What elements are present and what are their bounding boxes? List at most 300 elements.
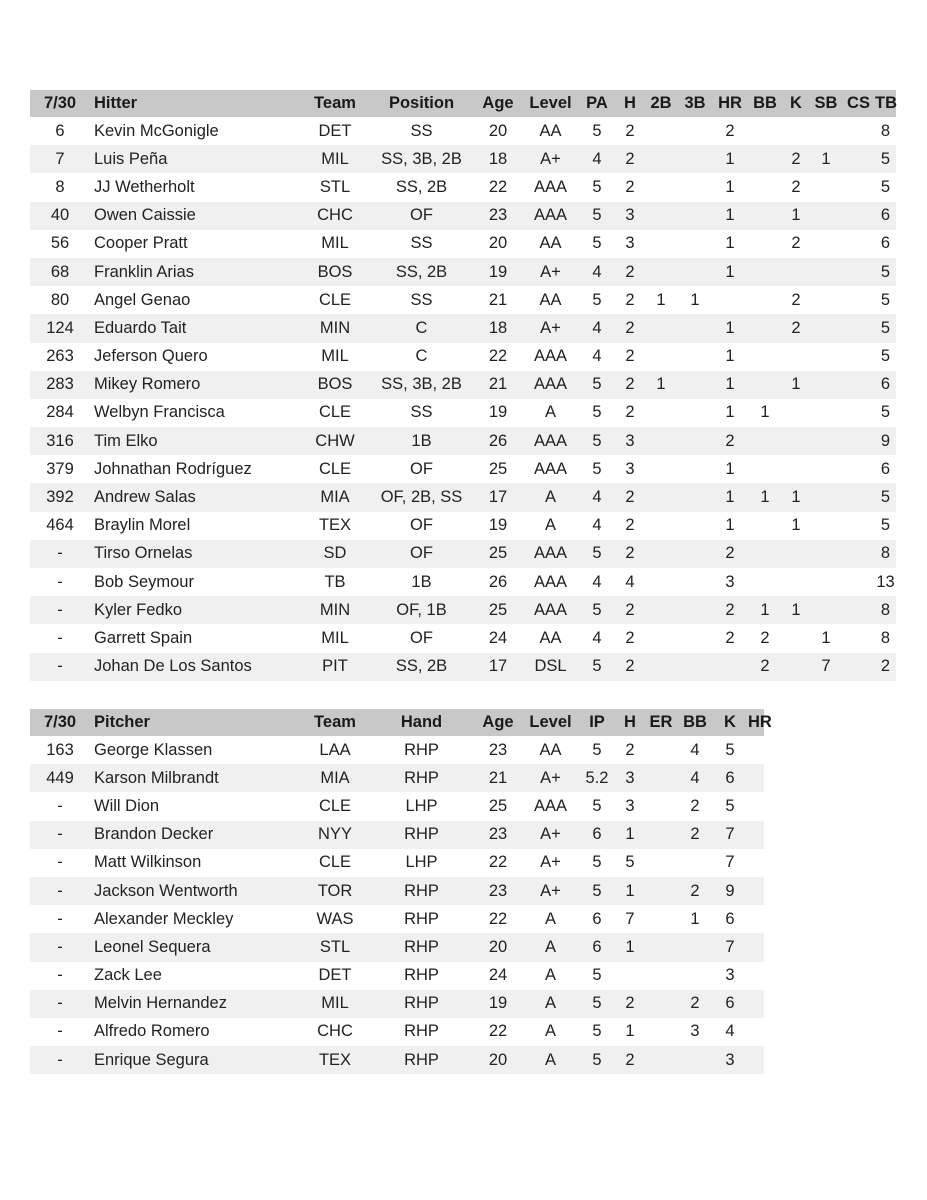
stat-cell (644, 145, 678, 173)
rank-cell: 379 (46, 459, 74, 478)
stat-cell: 1 (782, 483, 810, 511)
stat-cell: 1 (760, 403, 770, 422)
header-row (30, 90, 896, 117)
stat-cell: 5 (875, 258, 896, 286)
stat-cell (678, 314, 712, 342)
stat-cell: 6 (712, 990, 748, 1018)
stat-cell (678, 653, 712, 681)
stat-cell (748, 343, 782, 371)
table-row (30, 483, 896, 511)
rank-cell: 316 (30, 427, 90, 455)
rank-cell: 80 (50, 290, 70, 309)
stat-cell: 20 (488, 234, 508, 253)
table-row (30, 1018, 764, 1046)
stat-cell: WAS (316, 909, 354, 928)
stat-cell (842, 399, 875, 427)
stat-cell (748, 764, 764, 792)
stat-cell (748, 1046, 764, 1074)
column-header: HR (712, 90, 748, 117)
stat-cell (782, 540, 810, 568)
rank-cell: - (30, 990, 90, 1018)
stat-cell: 3 (616, 764, 644, 792)
stat-cell (748, 990, 764, 1018)
stat-cell: AA (539, 628, 562, 647)
stat-cell: 4 (578, 314, 616, 342)
stat-cell: 8 (875, 540, 896, 568)
stat-cell: AAA (523, 596, 578, 624)
stat-cell (678, 1046, 712, 1074)
stat-cell: 4 (625, 572, 635, 591)
table-row (30, 314, 896, 342)
stat-cell: 2 (625, 740, 635, 759)
stat-cell: 6 (592, 909, 602, 928)
player-name-cell: Kyler Fedko (90, 596, 300, 624)
stat-cell (810, 483, 842, 511)
column-header: Position (370, 90, 473, 117)
column-header: BB (678, 709, 712, 736)
column-header: 3B (678, 90, 712, 117)
player-name-cell: Owen Caissie (90, 202, 300, 230)
stat-cell: 5 (880, 347, 891, 366)
player-name-cell: Garrett Spain (94, 628, 193, 647)
stat-cell: 5 (592, 853, 602, 872)
stat-cell: LAA (319, 740, 351, 759)
stat-cell (678, 849, 712, 877)
table-row (30, 877, 764, 905)
table-row (30, 173, 896, 201)
stat-cell: 4 (578, 145, 616, 173)
column-header: PA (578, 90, 616, 117)
stat-cell (810, 314, 842, 342)
rank-cell: 284 (46, 403, 74, 422)
stat-cell: STL (319, 177, 351, 196)
table-row (30, 792, 764, 820)
stat-cell: 1 (712, 483, 748, 511)
column-header: Age (473, 709, 523, 736)
stat-cell: 6 (875, 202, 896, 230)
stat-cell: 21 (488, 290, 508, 309)
stat-cell (748, 568, 782, 596)
stat-cell: 2 (625, 121, 635, 140)
stat-cell (748, 230, 782, 258)
stat-cell (782, 343, 810, 371)
stat-cell: LHP (405, 796, 438, 815)
player-name-cell: Will Dion (94, 796, 160, 815)
stat-cell (644, 343, 678, 371)
stat-cell: 1 (712, 202, 748, 230)
player-name-cell: Johnathan Rodríguez (94, 459, 252, 478)
hitter-stats-table (30, 90, 896, 681)
stat-cell: 2 (616, 145, 644, 173)
stat-cell: 8 (880, 121, 891, 140)
stat-cell (644, 624, 678, 652)
stat-cell: AA (539, 740, 562, 759)
stat-cell (842, 540, 875, 568)
stat-cell: 1 (782, 202, 810, 230)
rank-cell: - (30, 877, 90, 905)
player-name-cell: Karson Milbrandt (90, 764, 300, 792)
stat-cell: 2 (625, 628, 635, 647)
column-header: 7/30 (30, 90, 90, 117)
stat-cell (748, 877, 764, 905)
rank-cell: 283 (30, 371, 90, 399)
stat-cell: 5 (578, 371, 616, 399)
stat-cell (810, 173, 842, 201)
stat-cell: 2 (678, 990, 712, 1018)
stat-cell: CLE (318, 459, 352, 478)
table-row (30, 933, 764, 961)
stat-cell: 2 (616, 990, 644, 1018)
player-name-cell: Braylin Morel (94, 516, 191, 535)
stat-cell (644, 202, 678, 230)
stat-cell: 2 (625, 403, 635, 422)
column-header: Hitter (90, 90, 300, 117)
stat-cell: 1B (411, 572, 432, 591)
stat-cell: A (523, 990, 578, 1018)
stat-cell: STL (300, 933, 370, 961)
stat-cell: 19 (488, 403, 508, 422)
stat-cell (748, 258, 782, 286)
player-name-cell: Brandon Decker (90, 821, 300, 849)
stat-cell: 5 (625, 853, 635, 872)
stat-cell: RHP (404, 909, 439, 928)
player-name-cell: Alfredo Romero (94, 1022, 210, 1041)
stat-cell: AAA (533, 459, 568, 478)
stat-cell: 2 (616, 540, 644, 568)
stat-cell (842, 314, 875, 342)
stat-cell: 1 (616, 933, 644, 961)
rank-cell: - (57, 1022, 63, 1041)
stat-cell (842, 568, 875, 596)
stat-cell: 2 (616, 371, 644, 399)
stat-cell: 1 (725, 459, 735, 478)
stat-cell (842, 343, 875, 371)
stat-cell: SS (410, 121, 433, 140)
stat-cell (644, 821, 678, 849)
stat-cell: 3 (725, 966, 735, 985)
stat-cell: MIL (321, 347, 349, 366)
stat-cell: 5 (592, 1022, 602, 1041)
stat-cell: 8 (875, 596, 896, 624)
stat-cell: OF, 2B, SS (370, 483, 473, 511)
stat-cell (644, 258, 678, 286)
stat-cell: A (523, 1046, 578, 1074)
stat-cell: 1 (748, 596, 782, 624)
stat-cell (678, 173, 712, 201)
stat-cell (678, 145, 712, 173)
stat-cell (678, 483, 712, 511)
stat-cell (810, 230, 842, 258)
stat-cell: SS, 3B, 2B (370, 145, 473, 173)
stat-cell: OF (370, 202, 473, 230)
stat-cell (748, 314, 782, 342)
stat-cell (842, 202, 875, 230)
stat-cell: 24 (488, 628, 508, 647)
stat-cell (748, 540, 782, 568)
column-header: Team (300, 709, 370, 736)
rank-cell: - (57, 853, 63, 872)
stat-cell: AAA (523, 202, 578, 230)
stat-cell: RHP (370, 821, 473, 849)
stat-cell: DSL (523, 653, 578, 681)
stat-cell: 5 (578, 877, 616, 905)
player-name-cell: Franklin Arias (90, 258, 300, 286)
rank-cell: - (57, 796, 63, 815)
stat-cell (782, 653, 810, 681)
stat-cell (678, 455, 712, 483)
table-row (30, 230, 896, 258)
stat-cell (748, 371, 782, 399)
player-name-cell: Tim Elko (90, 427, 300, 455)
table-row (30, 624, 896, 652)
stat-cell: 5 (880, 290, 891, 309)
stat-cell: LHP (405, 853, 438, 872)
player-name-cell: Leonel Sequera (90, 933, 300, 961)
stat-cell (644, 990, 678, 1018)
column-header: H (616, 709, 644, 736)
stat-cell: 1 (690, 909, 700, 928)
stat-cell (644, 568, 678, 596)
stat-cell: 2 (625, 290, 635, 309)
stat-cell (748, 849, 764, 877)
player-name-cell: Welbyn Francisca (94, 403, 225, 422)
stat-cell (678, 343, 712, 371)
stat-cell (644, 764, 678, 792)
rank-cell: - (30, 933, 90, 961)
stat-cell: SS, 2B (395, 177, 448, 196)
stat-cell: 2 (712, 596, 748, 624)
stat-cell: 3 (616, 202, 644, 230)
stat-cell (644, 933, 678, 961)
stat-cell (644, 849, 678, 877)
table-row (30, 764, 764, 792)
stat-cell: RHP (370, 933, 473, 961)
stat-cell (748, 286, 782, 314)
stat-cell: DET (318, 966, 352, 985)
table-row (30, 371, 896, 399)
stat-cell: A (544, 516, 556, 535)
stat-cell: 1 (782, 596, 810, 624)
stat-cell: AA (539, 234, 562, 253)
stat-cell: 2 (712, 540, 748, 568)
stat-cell (810, 399, 842, 427)
stat-cell (810, 202, 842, 230)
stat-cell: 5 (578, 653, 616, 681)
table-row (30, 145, 896, 173)
stat-cell: RHP (404, 740, 439, 759)
table-row (30, 117, 896, 145)
player-name-cell: Tirso Ornelas (90, 540, 300, 568)
stat-cell: DET (318, 121, 352, 140)
stat-cell: MIA (300, 483, 370, 511)
stat-cell (782, 624, 810, 652)
stat-cell: 2 (791, 290, 801, 309)
stat-cell: 5 (578, 540, 616, 568)
stat-cell: 4 (678, 764, 712, 792)
stat-cell (678, 117, 712, 145)
table-row (30, 962, 764, 990)
table-row (30, 821, 764, 849)
stat-cell: 3 (625, 234, 635, 253)
stat-cell: 5 (875, 314, 896, 342)
stat-cell: 1 (725, 347, 735, 366)
header-row (30, 709, 764, 736)
stat-cell: A+ (523, 821, 578, 849)
column-header: H (616, 90, 644, 117)
stat-cell: 2 (616, 596, 644, 624)
table-row (30, 343, 896, 371)
stat-cell (678, 568, 712, 596)
column-header: Hand (370, 709, 473, 736)
stat-cell (616, 962, 644, 990)
stat-cell: OF (410, 459, 433, 478)
player-name-cell: Enrique Segura (90, 1046, 300, 1074)
stat-cell: 23 (473, 821, 523, 849)
stat-cell: 1 (821, 628, 831, 647)
stat-cell: 4 (690, 740, 700, 759)
stat-cell: 6 (578, 821, 616, 849)
stat-cell (644, 455, 678, 483)
stat-cell (644, 1046, 678, 1074)
stat-cell: 1 (625, 1022, 635, 1041)
stat-cell: 4 (725, 1022, 735, 1041)
stat-cell (842, 145, 875, 173)
stat-cell (748, 792, 764, 820)
stat-cell: 2 (616, 483, 644, 511)
stat-cell: 5 (592, 459, 602, 478)
stat-cell (782, 258, 810, 286)
stat-cell: 5 (592, 403, 602, 422)
stat-cell (712, 286, 748, 314)
player-name-cell: Bob Seymour (94, 572, 194, 591)
stat-cell (644, 427, 678, 455)
player-name-cell: Zack Lee (94, 966, 162, 985)
stat-cell (644, 314, 678, 342)
stat-cell: 5 (592, 796, 602, 815)
stat-cell: 5 (725, 796, 735, 815)
player-name-cell: Johan De Los Santos (90, 653, 300, 681)
player-name-cell: Jackson Wentworth (90, 877, 300, 905)
table-row (30, 286, 896, 314)
stat-cell: 25 (473, 540, 523, 568)
stat-cell: CLE (318, 853, 352, 872)
stat-cell: CHW (300, 427, 370, 455)
table-row (30, 990, 764, 1018)
stat-cell: 1 (644, 371, 678, 399)
stat-cell: 3 (690, 1022, 700, 1041)
stat-cell: 6 (712, 764, 748, 792)
stat-cell: AAA (523, 540, 578, 568)
stat-cell (678, 962, 712, 990)
stat-cell: 2 (616, 314, 644, 342)
stat-cell (644, 1018, 678, 1046)
stat-cell: RHP (370, 1046, 473, 1074)
stat-cell: 1 (782, 371, 810, 399)
stat-cell: A+ (523, 877, 578, 905)
rank-cell: - (30, 821, 90, 849)
stat-cell: 5 (578, 990, 616, 1018)
stat-cell (644, 905, 678, 933)
stat-cell: 2 (725, 628, 735, 647)
stat-cell: 1 (725, 234, 735, 253)
rank-cell: - (57, 909, 63, 928)
table-row (30, 596, 896, 624)
pitcher-table-body (30, 736, 764, 1074)
table-row (30, 653, 896, 681)
column-header: Level (523, 709, 578, 736)
stat-cell: 20 (473, 1046, 523, 1074)
stat-cell (644, 792, 678, 820)
stat-cell (748, 962, 764, 990)
table-row (30, 427, 896, 455)
stat-cell: 20 (488, 121, 508, 140)
rank-cell: - (57, 572, 63, 591)
table-row (30, 202, 896, 230)
stat-cell: 25 (488, 459, 508, 478)
stat-cell (810, 455, 842, 483)
stat-cell: MIN (300, 596, 370, 624)
stat-cell (842, 371, 875, 399)
stat-cell: 2 (748, 653, 782, 681)
stat-cell: 9 (875, 427, 896, 455)
table-row (30, 568, 896, 596)
stat-cell: 7 (810, 653, 842, 681)
table-row (30, 399, 896, 427)
stat-cell: 1 (748, 483, 782, 511)
stat-cell: OF (410, 516, 433, 535)
stat-cell (842, 512, 875, 540)
stat-cell: 23 (473, 877, 523, 905)
stat-cell: 1 (656, 290, 666, 309)
stat-cell: 24 (488, 966, 508, 985)
stat-cell: 6 (578, 933, 616, 961)
stat-cell: 4 (592, 572, 602, 591)
stat-cell (678, 399, 712, 427)
stat-cell: 19 (473, 990, 523, 1018)
stat-cell: 25 (473, 596, 523, 624)
stat-cell (644, 512, 678, 540)
stat-cell: SS, 2B (370, 258, 473, 286)
stat-cell: MIL (300, 990, 370, 1018)
stat-cell (748, 1018, 764, 1046)
stat-cell: 2 (712, 427, 748, 455)
column-header: ER (644, 709, 678, 736)
stat-cell (644, 117, 678, 145)
pitcher-stats-table (30, 709, 772, 1074)
stat-cell: AA (539, 290, 562, 309)
stat-cell: CLE (318, 403, 352, 422)
stat-cell: TOR (300, 877, 370, 905)
stat-cell: A (544, 1022, 556, 1041)
stat-cell: 18 (473, 314, 523, 342)
stat-cell: MIL (321, 234, 349, 253)
stat-cell (842, 230, 875, 258)
stat-cell: 2 (791, 234, 801, 253)
player-name-cell: Andrew Salas (90, 483, 300, 511)
stat-cell: CHC (317, 1022, 353, 1041)
stat-cell: 6 (880, 234, 891, 253)
table-row (30, 512, 896, 540)
stat-cell (644, 230, 678, 258)
stat-cell: MIL (300, 145, 370, 173)
stat-cell: SD (300, 540, 370, 568)
stat-cell (842, 258, 875, 286)
stat-cell (748, 905, 764, 933)
column-header: CS (842, 90, 875, 117)
stat-cell (842, 653, 875, 681)
stat-cell: 23 (473, 202, 523, 230)
stat-cell (678, 512, 712, 540)
